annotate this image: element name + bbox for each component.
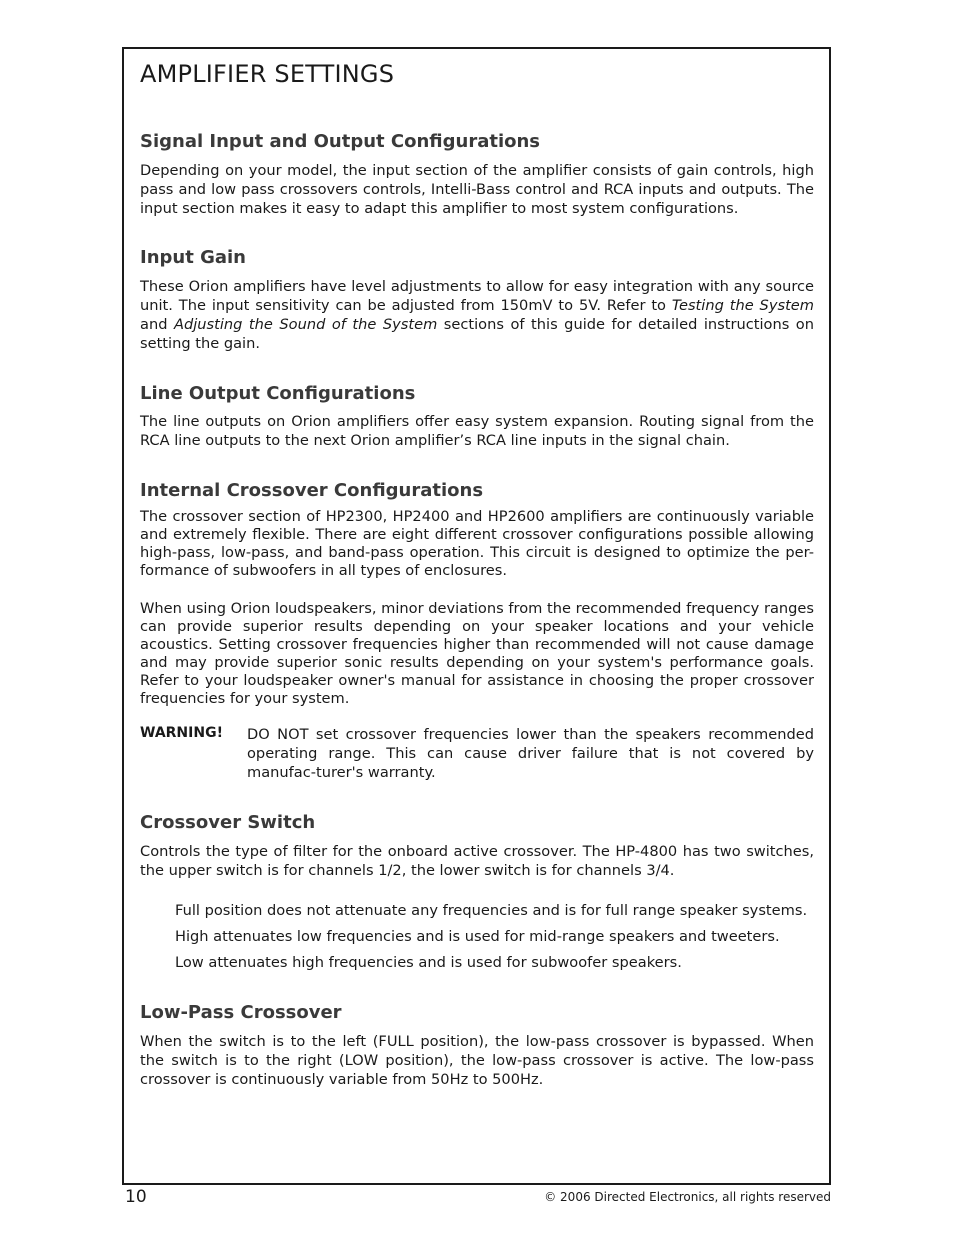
- text-run: sections of this guide for detailed instructions on setting the gain.: [140, 316, 814, 352]
- section-heading-internal-crossover: Internal Crossover Configurations: [140, 480, 484, 501]
- list-item: High attenuates low frequencies and is used for mid-range speakers and tweeters.: [175, 928, 780, 945]
- section-text-internal-crossover-2: When using Orion loudspeakers, minor deviations from the recommended frequency ranges can provide superior results depending on your speaker locations and your vehicle acoustics. Setting crossover frequencies higher than recommended will not cause damage and may provide superior sonic results depending on your system's performance goals. Refer to your loudspeaker owner's manual for assistance in choosing the proper crossover frequencies for your system.: [140, 600, 814, 707]
- section-heading-signal: Signal Input and Output Configurations: [140, 131, 541, 152]
- section-heading-low-pass: Low-Pass Crossover: [140, 1002, 342, 1023]
- section-text-signal: Depending on your model, the input section of the amplifier consists of gain controls, high pass and low pass crossovers controls, Intelli-Bass control and RCA inputs and outputs. The input section makes it easy to adapt this amplifier to most system configurations.: [140, 162, 814, 217]
- page-number: 10: [125, 1187, 147, 1207]
- list-item: Full position does not attenuate any frequencies and is for full range speaker systems.: [175, 902, 808, 919]
- section-text-internal-crossover-1: The crossover section of HP2300, HP2400 and HP2600 amplifiers are continuously variable and extremely flexible. There are eight different crossover configurations possible allowing high-pass, low-pass, and band-pass operation. This circuit is designed to optimize the per-formance of subwoofers in all types of enclosures.: [140, 508, 814, 579]
- warning-label: WARNING!: [140, 725, 223, 741]
- text-run: These Orion amplifiers have level adjustments to allow for easy integration with any source unit. The input sensitivity can be adjusted from 150mV to 5V. Refer to: [140, 278, 814, 314]
- section-text-input-gain: [140, 277, 814, 353]
- section-heading-input-gain: Input Gain: [140, 247, 246, 268]
- italic-reference: Adjusting the Sound of the System: [173, 316, 438, 333]
- text-run: and: [140, 316, 174, 333]
- section-heading-line-output: Line Output Configurations: [140, 383, 416, 404]
- warning-text: DO NOT set crossover frequencies lower than the speakers recommended operating range. This can cause driver failure that is not covered by manufac-turer's warranty.: [247, 726, 814, 781]
- list-item: Low attenuates high frequencies and is used for subwoofer speakers.: [175, 954, 682, 971]
- page-title: AMPLIFIER SETTINGS: [140, 60, 395, 88]
- italic-reference: Testing the System: [671, 297, 814, 314]
- section-text-low-pass: When the switch is to the left (FULL position), the low-pass crossover is bypassed. When the switch is to the right (LOW position), the low-pass crossover is active. The low-pass crossover is continuously variable from 50Hz to 500Hz.: [140, 1033, 814, 1088]
- section-text-crossover-switch: Controls the type of filter for the onboard active crossover. The HP-4800 has two switches, the upper switch is for channels 1/2, the lower switch is for channels 3/4.: [140, 843, 814, 879]
- copyright-notice: © 2006 Directed Electronics, all rights reserved: [544, 1190, 831, 1204]
- section-text-line-output: The line outputs on Orion amplifiers offer easy system expansion. Routing signal from the RCA line outputs to the next Orion amplifier’s RCA line inputs in the signal chain.: [140, 413, 814, 449]
- section-heading-crossover-switch: Crossover Switch: [140, 812, 316, 833]
